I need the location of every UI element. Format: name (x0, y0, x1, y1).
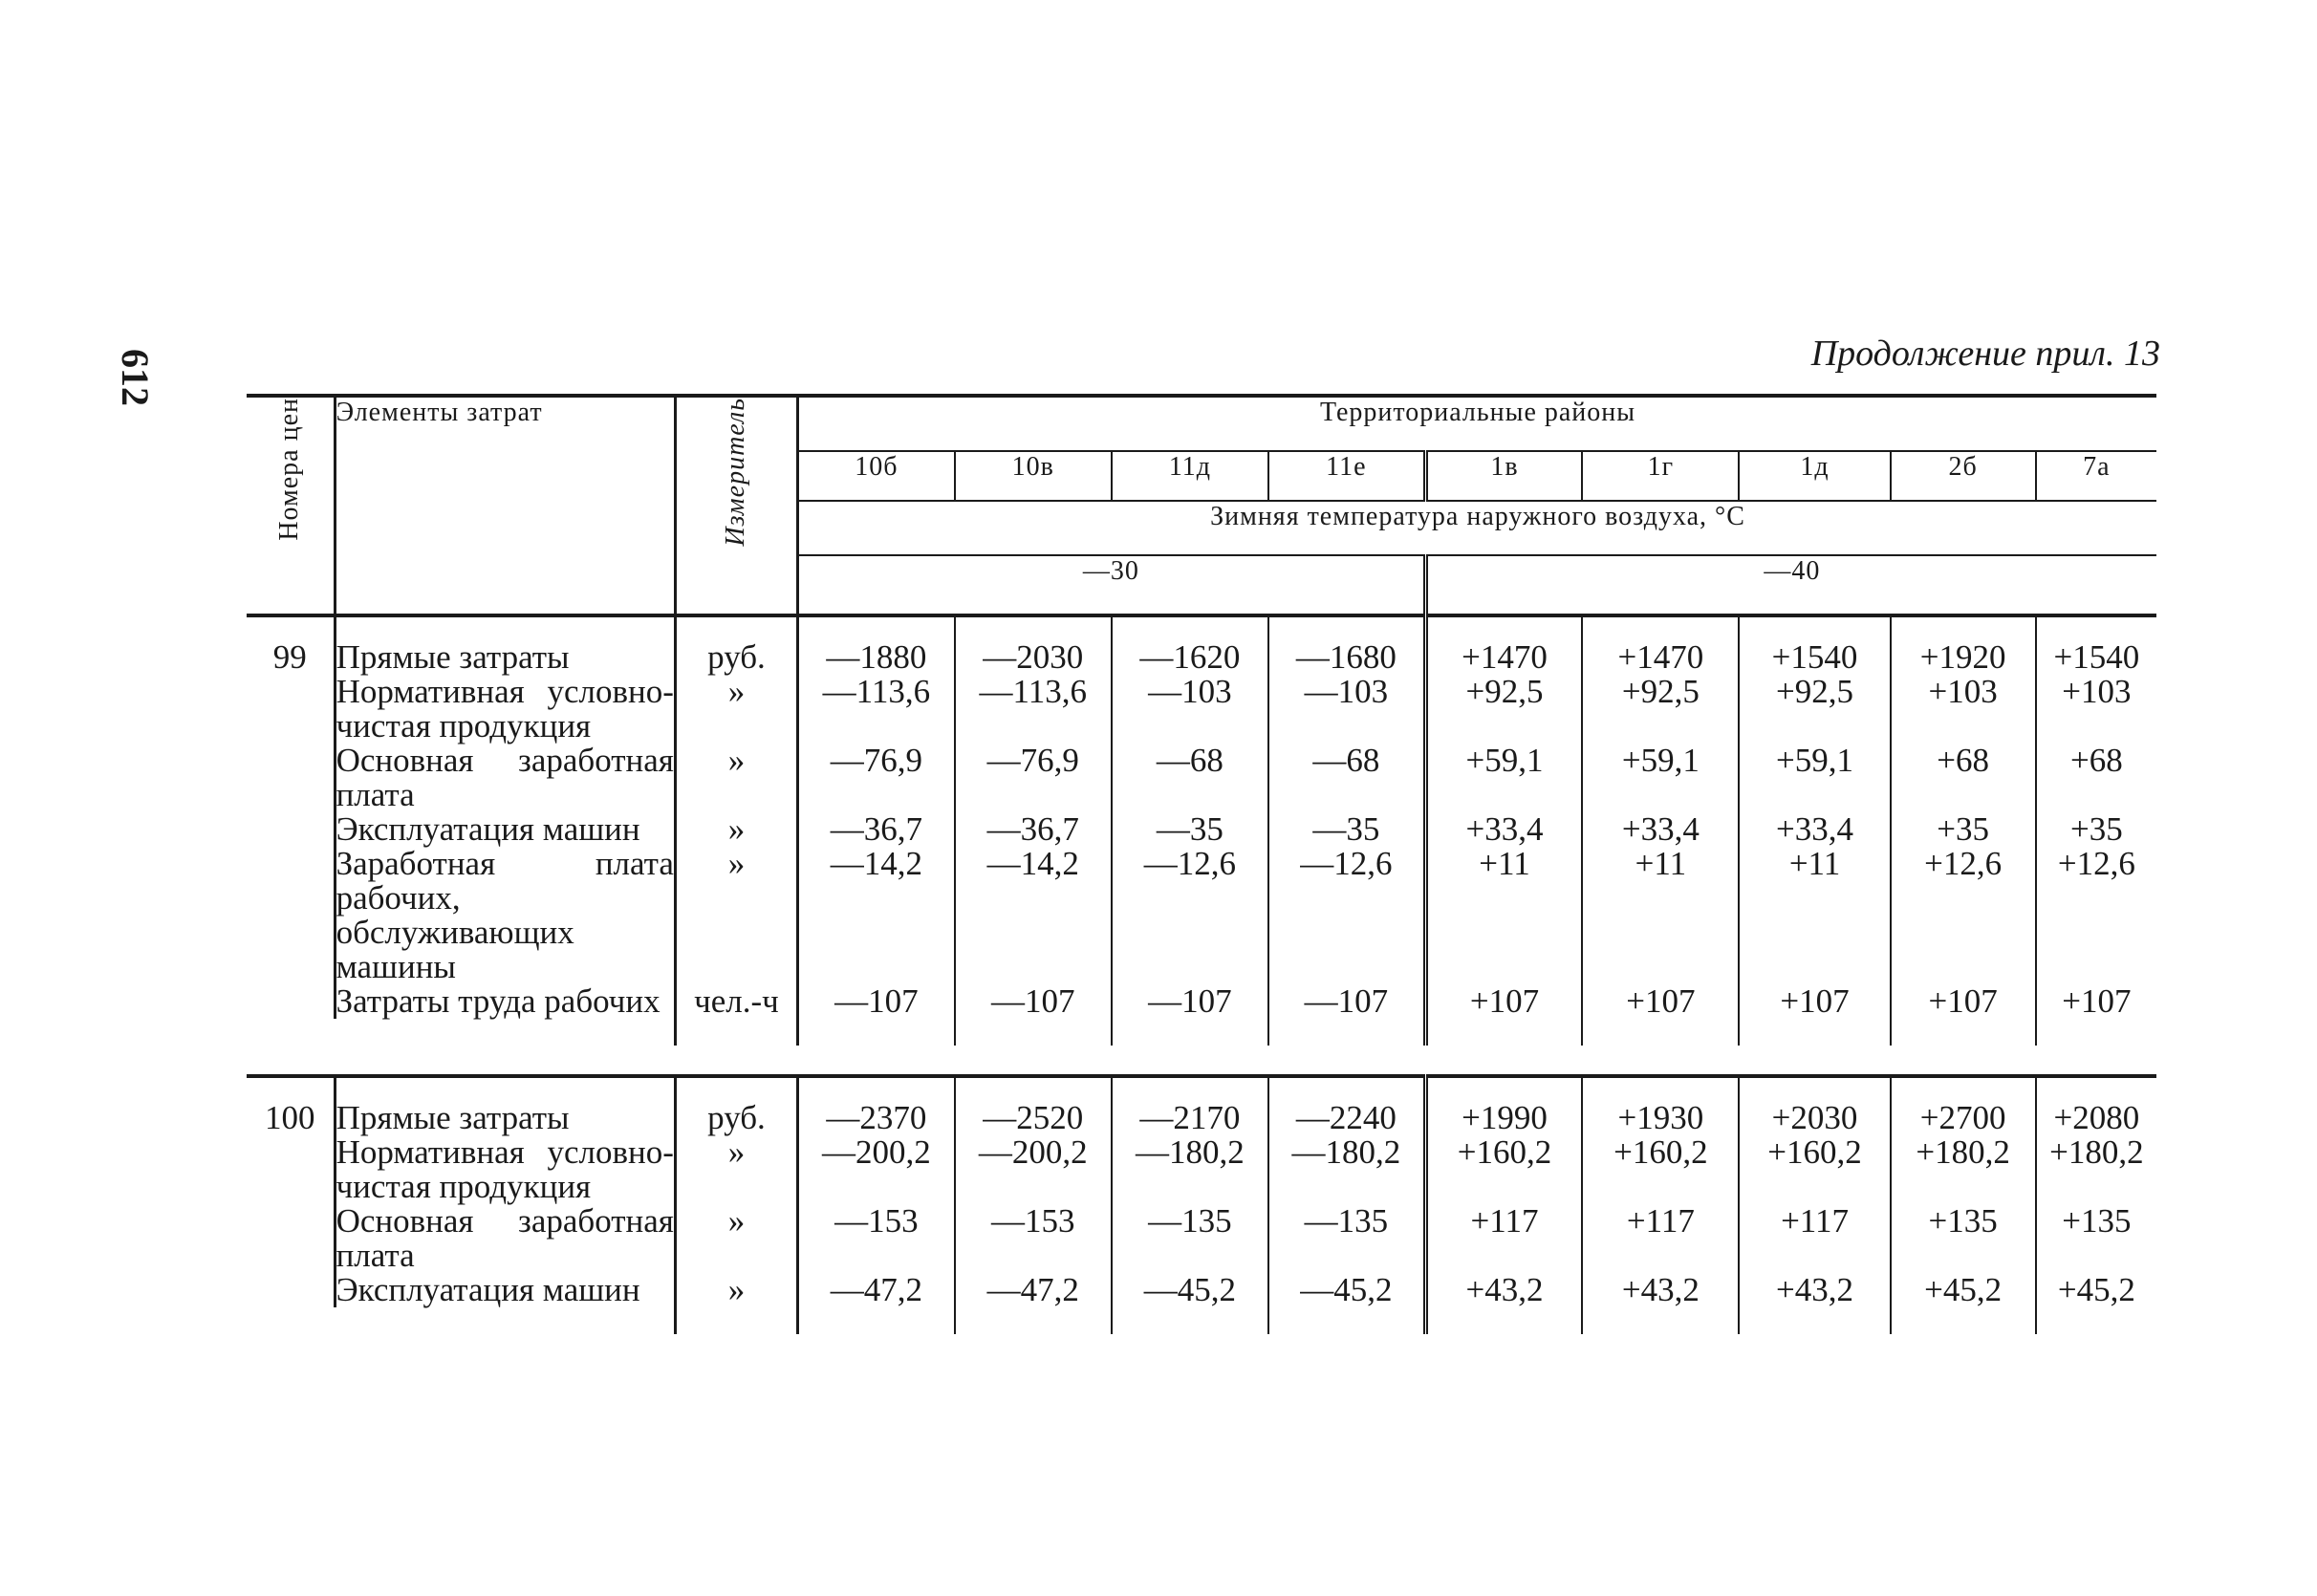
value-cell: +45,2 (1891, 1273, 2036, 1307)
page-number: 612 (114, 349, 157, 406)
value-cell: +107 (1739, 984, 1890, 1019)
spacer-cell (247, 1046, 2156, 1076)
value-cell: —113,6 (955, 675, 1112, 744)
value-cell: —1880 (798, 615, 955, 675)
table-row (247, 744, 2156, 812)
value-cell: —2240 (1268, 1076, 1425, 1135)
value-cell: +1990 (1425, 1076, 1582, 1135)
value-cell: +103 (2062, 673, 2132, 710)
value-cell: —2170 (1112, 1076, 1268, 1135)
value-cell: —180,2 (1268, 1135, 1425, 1204)
table-row (247, 812, 2156, 847)
value-cell: —153 (955, 1204, 1112, 1273)
value-cell: +33,4 (1739, 812, 1890, 847)
table-body (247, 615, 2156, 1334)
value-cell: —47,2 (955, 1273, 1112, 1307)
unit: » (675, 812, 797, 847)
value-cell: +160,2 (1582, 1135, 1739, 1204)
value-cell: +1470 (1582, 615, 1739, 675)
filler-cell (1268, 1019, 1425, 1046)
value-cell: +2080 (2036, 1076, 2156, 1135)
value-cell: —45,2 (1268, 1273, 1425, 1307)
value-cell: +35 (1891, 812, 2036, 847)
table-row (247, 675, 2156, 744)
value-cell: —1680 (1268, 615, 1425, 675)
value-cell: —12,6 (1112, 847, 1268, 984)
value-cell: +1540 (2053, 638, 2140, 676)
header-temp-group: —30 (798, 555, 1426, 615)
value-cell: —1620 (1112, 615, 1268, 675)
value-cell: +180,2 (1891, 1135, 2036, 1204)
value-cell: +43,2 (1582, 1273, 1739, 1307)
value-cell: +2700 (1891, 1076, 2036, 1135)
table-row (247, 847, 2156, 984)
value-cell: —68 (1268, 744, 1425, 812)
cost-element: Эксплуатация машин (335, 1273, 675, 1307)
header-unit (675, 396, 797, 615)
value-cell: +107 (2062, 982, 2132, 1020)
value-cell: +68 (1891, 744, 2036, 812)
unit: » (675, 1204, 797, 1273)
value-cell: —76,9 (955, 744, 1112, 812)
unit: » (675, 1135, 797, 1204)
header-region: 1д (1739, 451, 1890, 501)
table-header (247, 396, 2156, 615)
section-filler (247, 1019, 2156, 1046)
unit: чел.-ч (675, 984, 797, 1019)
value-cell: +180,2 (2049, 1133, 2144, 1171)
value-cell: +135 (1891, 1204, 2036, 1273)
price-number: 100 (247, 1076, 335, 1307)
value-cell: +2030 (1739, 1076, 1890, 1135)
value-cell: +92,5 (1739, 675, 1890, 744)
value-cell: +45,2 (2057, 1271, 2135, 1308)
cost-element: Эксплуатация машин (335, 812, 675, 847)
value-cell: +33,4 (1425, 812, 1582, 847)
filler-cell (2036, 1307, 2156, 1334)
filler-cell (1425, 1019, 1582, 1046)
value-cell: +107 (1582, 984, 1739, 1019)
value-cell: —2030 (955, 615, 1112, 675)
cost-element: Основная заработная плата (336, 1202, 674, 1274)
value-cell: —2370 (798, 1076, 955, 1135)
value-cell: +43,2 (1739, 1273, 1890, 1307)
value-cell: +117 (1425, 1204, 1582, 1273)
header-region: 11д (1112, 451, 1268, 501)
value-cell: —107 (955, 984, 1112, 1019)
filler-cell (1425, 1307, 1582, 1334)
header-temperature: Зимняя температура наружного воздуха, °С (798, 501, 2156, 555)
header-region: 1г (1582, 451, 1739, 501)
value-cell: +11 (1582, 847, 1739, 984)
value-cell: +68 (2070, 742, 2123, 779)
filler-cell (798, 1307, 955, 1334)
cost-element: Основная заработная плата (336, 742, 674, 813)
cost-element: Нормативная условно-чистая продукция (336, 673, 674, 744)
filler-cell (675, 1019, 797, 1046)
value-cell: +33,4 (1582, 812, 1739, 847)
table-row (247, 984, 2156, 1019)
value-cell: —107 (798, 984, 955, 1019)
value-cell: —47,2 (798, 1273, 955, 1307)
header-unit-label: Измеритель (721, 398, 751, 547)
value-cell: —36,7 (798, 812, 955, 847)
header-elements: Элементы затрат (335, 396, 675, 615)
filler-cell (1739, 1019, 1890, 1046)
header-temp-group: —40 (1425, 555, 2156, 615)
cost-adjustment-table (247, 394, 2156, 1334)
filler-cell (1112, 1307, 1268, 1334)
cost-element: Нормативная условно-чистая продукция (336, 1133, 674, 1205)
filler-cell (1891, 1019, 2036, 1046)
value-cell: +59,1 (1582, 744, 1739, 812)
value-cell: —153 (798, 1204, 955, 1273)
header-region: 2б (1891, 451, 2036, 501)
value-cell: +160,2 (1739, 1135, 1890, 1204)
value-cell: +59,1 (1425, 744, 1582, 812)
section-spacer (247, 1046, 2156, 1076)
value-cell: —14,2 (955, 847, 1112, 984)
value-cell: —107 (1268, 984, 1425, 1019)
filler-cell (955, 1019, 1112, 1046)
value-cell: +1470 (1425, 615, 1582, 675)
unit: » (675, 1273, 797, 1307)
value-cell: +92,5 (1425, 675, 1582, 744)
cost-element: Прямые затраты (335, 615, 675, 675)
value-cell: —14,2 (798, 847, 955, 984)
value-cell: —135 (1112, 1204, 1268, 1273)
filler-cell (1268, 1307, 1425, 1334)
value-cell: —103 (1112, 675, 1268, 744)
filler-cell (1582, 1019, 1739, 1046)
unit: » (675, 744, 797, 812)
value-cell: —107 (1112, 984, 1268, 1019)
filler-cell (1582, 1307, 1739, 1334)
value-cell: +103 (1891, 675, 2036, 744)
value-cell: +117 (1739, 1204, 1890, 1273)
filler-cell (247, 1019, 675, 1046)
filler-cell (247, 1307, 675, 1334)
value-cell: +35 (2070, 810, 2123, 848)
value-cell: +43,2 (1425, 1273, 1582, 1307)
value-cell: +12,6 (2057, 845, 2135, 882)
value-cell: —135 (1268, 1204, 1425, 1273)
table-caption: Продолжение прил. 13 (1810, 334, 2160, 374)
header-region: 10б (798, 451, 955, 501)
table-row (247, 1135, 2156, 1204)
value-cell: —45,2 (1112, 1273, 1268, 1307)
price-number: 99 (247, 615, 335, 1019)
value-cell: —113,6 (798, 675, 955, 744)
header-region: 7а (2036, 451, 2156, 501)
value-cell: +11 (1425, 847, 1582, 984)
value-cell: +160,2 (1425, 1135, 1582, 1204)
cost-element: Затраты труда рабочих (335, 984, 675, 1019)
header-region: 11е (1268, 451, 1425, 501)
filler-cell (2036, 1019, 2156, 1046)
header-price-number-label: Номера цен (274, 398, 305, 541)
value-cell: +1930 (1582, 1076, 1739, 1135)
section-filler (247, 1307, 2156, 1334)
value-cell: +1920 (1891, 615, 2036, 675)
table-row (247, 615, 2156, 675)
cost-element: Прямые затраты (335, 1076, 675, 1135)
table-row (247, 1273, 2156, 1307)
value-cell: —2520 (955, 1076, 1112, 1135)
table-row (247, 1076, 2156, 1135)
value-cell: +107 (1891, 984, 2036, 1019)
unit: руб. (675, 1076, 797, 1135)
table-row (247, 1204, 2156, 1273)
unit: руб. (675, 615, 797, 675)
value-cell: —12,6 (1268, 847, 1425, 984)
value-cell: —76,9 (798, 744, 955, 812)
value-cell: —68 (1112, 744, 1268, 812)
unit: » (675, 847, 797, 984)
cost-element: Заработная плата рабочих, обслуживающих машины (336, 845, 674, 985)
header-region: 1в (1425, 451, 1582, 501)
filler-cell (1739, 1307, 1890, 1334)
value-cell: +107 (1425, 984, 1582, 1019)
value-cell: +117 (1582, 1204, 1739, 1273)
value-cell: —180,2 (1112, 1135, 1268, 1204)
filler-cell (1112, 1019, 1268, 1046)
filler-cell (1891, 1307, 2036, 1334)
value-cell: +11 (1739, 847, 1890, 984)
filler-cell (955, 1307, 1112, 1334)
value-cell: +59,1 (1739, 744, 1890, 812)
value-cell: —200,2 (955, 1135, 1112, 1204)
value-cell: +1540 (1739, 615, 1890, 675)
value-cell: —103 (1268, 675, 1425, 744)
filler-cell (798, 1019, 955, 1046)
value-cell: —35 (1112, 812, 1268, 847)
value-cell: +92,5 (1582, 675, 1739, 744)
value-cell: —200,2 (798, 1135, 955, 1204)
unit: » (675, 675, 797, 744)
value-cell: —36,7 (955, 812, 1112, 847)
value-cell: —35 (1268, 812, 1425, 847)
value-cell: +12,6 (1891, 847, 2036, 984)
filler-cell (675, 1307, 797, 1334)
header-regions-group: Территориальные районы (798, 396, 2156, 451)
header-region: 10в (955, 451, 1112, 501)
header-price-number (247, 396, 335, 615)
value-cell: +135 (2062, 1202, 2132, 1240)
